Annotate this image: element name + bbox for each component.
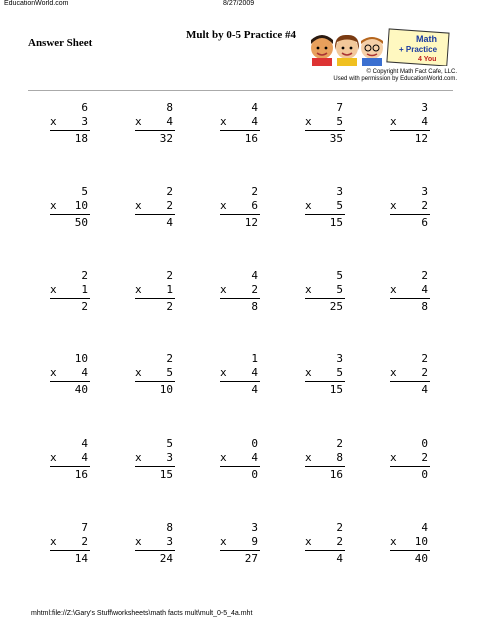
- times-sign: x: [390, 283, 397, 296]
- multiplication-problem: [50, 521, 90, 566]
- multiplicand: 0: [421, 437, 428, 450]
- multiplication-problem: [220, 269, 260, 314]
- multiplier: 3: [166, 451, 173, 464]
- multiplicand: 8: [166, 101, 173, 114]
- answer-line: [135, 466, 175, 467]
- times-sign: x: [305, 283, 312, 296]
- logo-text-4you: 4 You: [418, 56, 437, 63]
- multiplicand: 4: [251, 269, 258, 282]
- times-sign: x: [305, 115, 312, 128]
- multiplicand: 10: [74, 352, 88, 365]
- answer-line: [135, 550, 175, 551]
- times-sign: x: [220, 535, 227, 548]
- multiplicand: 3: [421, 185, 428, 198]
- times-sign: x: [135, 199, 142, 212]
- multiplicand: 3: [336, 185, 343, 198]
- multiplier: 2: [421, 199, 428, 212]
- multiplicand: 3: [336, 352, 343, 365]
- product-answer: 32: [159, 132, 173, 145]
- answer-line: [305, 130, 345, 131]
- multiplicand: 2: [421, 269, 428, 282]
- multiplier: 5: [336, 115, 343, 128]
- multiplication-problem: [220, 101, 260, 146]
- multiplier: 5: [336, 199, 343, 212]
- answer-line: [305, 214, 345, 215]
- product-answer: 8: [421, 300, 428, 313]
- copyright-line: © Copyright Math Fact Cafe, LLC.: [366, 69, 457, 75]
- times-sign: x: [135, 283, 142, 296]
- multiplier: 10: [74, 199, 88, 212]
- multiplicand: 4: [81, 437, 88, 450]
- times-sign: x: [305, 199, 312, 212]
- times-sign: x: [220, 283, 227, 296]
- times-sign: x: [135, 535, 142, 548]
- multiplier: 2: [251, 283, 258, 296]
- multiplicand: 2: [336, 437, 343, 450]
- product-answer: 40: [74, 383, 88, 396]
- multiplicand: 2: [336, 521, 343, 534]
- times-sign: x: [220, 199, 227, 212]
- product-answer: 4: [251, 383, 258, 396]
- multiplier: 10: [414, 535, 428, 548]
- times-sign: x: [390, 535, 397, 548]
- times-sign: x: [220, 366, 227, 379]
- multiplication-problem: [390, 269, 430, 314]
- answer-line: [305, 381, 345, 382]
- product-answer: 2: [166, 300, 173, 313]
- multiplication-problem: [305, 521, 345, 566]
- multiplier: 3: [166, 535, 173, 548]
- answer-line: [220, 130, 260, 131]
- multiplication-problem: [220, 437, 260, 482]
- multiplicand: 2: [166, 352, 173, 365]
- times-sign: x: [220, 451, 227, 464]
- multiplier: 5: [336, 283, 343, 296]
- answer-line: [135, 381, 175, 382]
- times-sign: x: [135, 451, 142, 464]
- multiplier: 8: [336, 451, 343, 464]
- multiplier: 2: [166, 199, 173, 212]
- answer-line: [220, 298, 260, 299]
- product-answer: 15: [329, 216, 343, 229]
- multiplication-problem: [50, 437, 90, 482]
- math-practice-logo: [302, 28, 452, 66]
- logo-text-practice: + Practice: [399, 45, 438, 54]
- product-answer: 0: [251, 468, 258, 481]
- times-sign: x: [390, 115, 397, 128]
- answer-line: [220, 214, 260, 215]
- multiplicand: 7: [336, 101, 343, 114]
- product-answer: 8: [251, 300, 258, 313]
- product-answer: 12: [414, 132, 428, 145]
- answer-line: [50, 214, 90, 215]
- times-sign: x: [50, 115, 57, 128]
- product-answer: 27: [244, 552, 258, 565]
- product-answer: 14: [74, 552, 88, 565]
- multiplication-problem: [135, 521, 175, 566]
- times-sign: x: [135, 115, 142, 128]
- multiplication-problem: [390, 185, 430, 230]
- answer-line: [220, 466, 260, 467]
- answer-line: [305, 466, 345, 467]
- multiplier: 9: [251, 535, 258, 548]
- product-answer: 25: [329, 300, 343, 313]
- product-answer: 16: [74, 468, 88, 481]
- multiplication-problem: [135, 269, 175, 314]
- answer-line: [390, 130, 430, 131]
- multiplication-problem: [305, 437, 345, 482]
- header-divider: [28, 90, 453, 91]
- multiplication-problem: [135, 437, 175, 482]
- product-answer: 4: [421, 383, 428, 396]
- answer-line: [50, 466, 90, 467]
- answer-line: [50, 550, 90, 551]
- product-answer: 16: [329, 468, 343, 481]
- times-sign: x: [50, 199, 57, 212]
- multiplier: 2: [336, 535, 343, 548]
- multiplication-problem: [305, 269, 345, 314]
- multiplier: 5: [336, 366, 343, 379]
- times-sign: x: [220, 115, 227, 128]
- product-answer: 12: [244, 216, 258, 229]
- multiplication-problem: [135, 185, 175, 230]
- print-date: 8/27/2009: [223, 0, 255, 7]
- multiplier: 4: [251, 115, 258, 128]
- answer-line: [390, 298, 430, 299]
- multiplier: 4: [166, 115, 173, 128]
- answer-line: [135, 298, 175, 299]
- multiplication-problem: [135, 352, 175, 397]
- answer-line: [220, 381, 260, 382]
- multiplier: 4: [251, 451, 258, 464]
- product-answer: 18: [74, 132, 88, 145]
- multiplicand: 5: [336, 269, 343, 282]
- multiplication-problem: [390, 101, 430, 146]
- file-path-footer: mhtml:file://Z:\Gary's Stuff\worksheets\math facts mult\mult_0-5_4a.mht: [31, 610, 253, 617]
- multiplication-problem: [220, 185, 260, 230]
- multiplication-problem: [390, 437, 430, 482]
- multiplier: 5: [166, 366, 173, 379]
- product-answer: 35: [329, 132, 343, 145]
- multiplicand: 4: [251, 101, 258, 114]
- answer-line: [305, 550, 345, 551]
- answer-line: [50, 130, 90, 131]
- times-sign: x: [390, 366, 397, 379]
- multiplier: 2: [81, 535, 88, 548]
- times-sign: x: [305, 366, 312, 379]
- product-answer: 0: [421, 468, 428, 481]
- multiplication-problem: [220, 352, 260, 397]
- product-answer: 15: [329, 383, 343, 396]
- multiplication-problem: [50, 352, 90, 397]
- answer-line: [50, 381, 90, 382]
- multiplication-problem: [390, 352, 430, 397]
- multiplicand: 6: [81, 101, 88, 114]
- times-sign: x: [390, 199, 397, 212]
- times-sign: x: [135, 366, 142, 379]
- multiplicand: 4: [421, 521, 428, 534]
- answer-line: [220, 550, 260, 551]
- answer-line: [390, 466, 430, 467]
- multiplicand: 2: [81, 269, 88, 282]
- worksheet-title: Mult by 0-5 Practice #4: [186, 29, 296, 41]
- multiplicand: 5: [166, 437, 173, 450]
- permission-line: Used with permission by EducationWorld.com.: [333, 76, 457, 82]
- product-answer: 4: [336, 552, 343, 565]
- multiplication-problem: [305, 352, 345, 397]
- multiplicand: 0: [251, 437, 258, 450]
- multiplicand: 2: [251, 185, 258, 198]
- multiplier: 1: [166, 283, 173, 296]
- product-answer: 15: [159, 468, 173, 481]
- answer-line: [135, 130, 175, 131]
- multiplication-problem: [220, 521, 260, 566]
- product-answer: 2: [81, 300, 88, 313]
- multiplier: 2: [421, 366, 428, 379]
- times-sign: x: [50, 366, 57, 379]
- multiplication-problem: [305, 185, 345, 230]
- product-answer: 16: [244, 132, 258, 145]
- multiplicand: 2: [421, 352, 428, 365]
- multiplicand: 3: [251, 521, 258, 534]
- product-answer: 10: [159, 383, 173, 396]
- multiplicand: 7: [81, 521, 88, 534]
- multiplier: 4: [421, 283, 428, 296]
- multiplicand: 5: [81, 185, 88, 198]
- answer-line: [390, 381, 430, 382]
- multiplier: 4: [81, 366, 88, 379]
- multiplicand: 1: [251, 352, 258, 365]
- multiplication-problem: [50, 101, 90, 146]
- logo-text-math: Math: [416, 34, 437, 44]
- product-answer: 6: [421, 216, 428, 229]
- multiplicand: 2: [166, 269, 173, 282]
- product-answer: 24: [159, 552, 173, 565]
- answer-line: [390, 550, 430, 551]
- site-header: EducationWorld.com: [4, 0, 69, 7]
- answer-sheet-label: Answer Sheet: [28, 37, 93, 49]
- multiplication-problem: [135, 101, 175, 146]
- multiplier: 4: [81, 451, 88, 464]
- multiplier: 2: [421, 451, 428, 464]
- multiplier: 4: [421, 115, 428, 128]
- times-sign: x: [50, 535, 57, 548]
- product-answer: 50: [74, 216, 88, 229]
- multiplicand: 3: [421, 101, 428, 114]
- answer-line: [390, 214, 430, 215]
- multiplier: 3: [81, 115, 88, 128]
- answer-line: [135, 214, 175, 215]
- multiplication-problem: [390, 521, 430, 566]
- times-sign: x: [50, 283, 57, 296]
- times-sign: x: [305, 535, 312, 548]
- times-sign: x: [305, 451, 312, 464]
- multiplication-problem: [305, 101, 345, 146]
- times-sign: x: [390, 451, 397, 464]
- answer-line: [50, 298, 90, 299]
- times-sign: x: [50, 451, 57, 464]
- product-answer: 40: [414, 552, 428, 565]
- multiplicand: 2: [166, 185, 173, 198]
- multiplier: 6: [251, 199, 258, 212]
- answer-line: [305, 298, 345, 299]
- multiplier: 4: [251, 366, 258, 379]
- multiplication-problem: [50, 185, 90, 230]
- multiplication-problem: [50, 269, 90, 314]
- copyright-notice: [333, 69, 457, 83]
- product-answer: 4: [166, 216, 173, 229]
- multiplicand: 8: [166, 521, 173, 534]
- multiplier: 1: [81, 283, 88, 296]
